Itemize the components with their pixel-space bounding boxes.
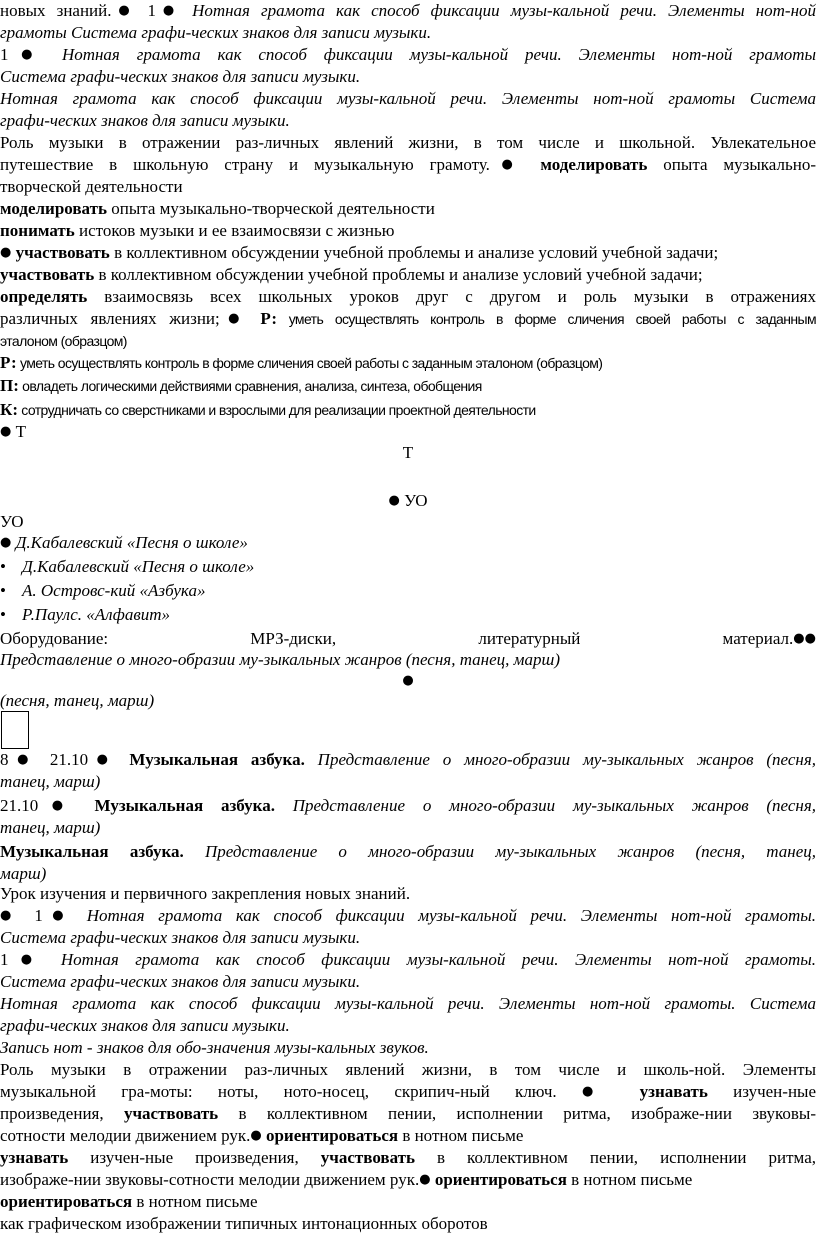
- bullet-icon: ●: [419, 1172, 431, 1187]
- text-run: К:: [0, 400, 18, 419]
- bullet-icon: ●: [0, 535, 12, 550]
- text-line: [0, 220, 816, 242]
- bullet-icon: ●: [111, 3, 137, 18]
- text-run: участвовать: [0, 265, 95, 284]
- uo-line: [0, 511, 816, 533]
- text-run: марш): [0, 864, 47, 883]
- bullet-icon: ●: [8, 47, 46, 62]
- text-run: истоков музыки и ее взаимосвязи с жизнью: [74, 221, 395, 240]
- text-line: [0, 421, 816, 443]
- text-line: [0, 44, 816, 66]
- genres-text: Представление о много-образии му-зыкальных жанров (песня, танец, марш): [0, 650, 560, 669]
- text-run: 21.10: [0, 796, 39, 815]
- text-line: [0, 1147, 816, 1169]
- text-run: участвовать: [123, 1104, 219, 1123]
- bullet-icon: ●: [88, 752, 117, 767]
- bullet-icon: ●: [250, 1128, 262, 1143]
- text-line: [0, 66, 816, 88]
- text-run: Представление о много-образии му-зыкальных жанров (песня,: [304, 750, 816, 769]
- text-line: [0, 927, 816, 949]
- text-line: [0, 905, 816, 927]
- text-run: танец, марш): [0, 772, 101, 791]
- bullet-icon: ●: [8, 952, 45, 967]
- bullet-icon: ●: [8, 752, 37, 767]
- text-line: [0, 863, 816, 885]
- genres-line: [0, 649, 816, 671]
- text-run: сотрудничать со сверстниками и взрослыми для реализации проектной деятельности: [18, 402, 536, 418]
- center-t-text: Т: [402, 443, 414, 462]
- text-line: [0, 1015, 816, 1037]
- text-run: 1: [0, 950, 9, 969]
- text-line: [0, 286, 816, 308]
- equipment-label: Оборудование:: [0, 629, 109, 648]
- text-run: сотности мелодии движением рук.: [0, 1126, 251, 1145]
- text-line: [0, 132, 816, 154]
- center-uo-text: УО: [399, 491, 428, 510]
- equipment-line: [0, 628, 816, 650]
- song-text: Д.Кабалевский «Песня о школе»: [22, 557, 255, 576]
- text-line: [0, 330, 816, 352]
- text-run: в коллективном обсуждении учебной проблемы и анализе условий учебной задачи;: [94, 265, 703, 284]
- bullet-icon: ●: [489, 157, 525, 172]
- text-line: [0, 264, 816, 286]
- text-run: изображе-нии звуковы-сотности мелодии движением рук.: [0, 1170, 420, 1189]
- text-line: [0, 88, 816, 110]
- text-run: Запись нот - знаков для обо-значения музы-кальных звуков.: [0, 1038, 429, 1057]
- song-list-item: [0, 580, 816, 602]
- text-run: Музыкальная азбука.: [76, 796, 275, 815]
- text-run: уметь осуществлять контроль в форме сличения своей работы с заданным эталоном (образцом): [16, 355, 603, 371]
- bullet-icon: •: [0, 557, 6, 576]
- center-uo-line: [0, 490, 816, 512]
- text-line: [0, 749, 816, 771]
- bullet-icon: ●: [38, 798, 77, 813]
- song-text: Р.Паулс. «Алфавит»: [22, 605, 170, 624]
- text-run: в нотном письме: [398, 1126, 524, 1145]
- text-line: [0, 1213, 816, 1235]
- text-run: Нотная грамота как способ фиксации музы-кальной речи. Элементы нот-ной грамоты. Система: [0, 994, 816, 1013]
- text-run: изучен-ные произведения,: [68, 1148, 321, 1167]
- song-line-first: [0, 532, 816, 554]
- bullet-icon: ●: [219, 311, 248, 326]
- text-line: [0, 771, 816, 793]
- text-line: [0, 22, 816, 44]
- text-line: [0, 1191, 816, 1213]
- bullet-icon: ●: [0, 424, 12, 439]
- text-line: [0, 110, 816, 132]
- text-line: [0, 841, 816, 863]
- text-line: [0, 1059, 816, 1081]
- text-run: уметь осуществлять контроль в форме сличения своей работы с заданным: [277, 311, 816, 327]
- text-line: [0, 154, 816, 176]
- text-line: [0, 1169, 816, 1191]
- text-line: [0, 352, 816, 374]
- text-run: опыта музыкально-творческой деятельности: [106, 199, 435, 218]
- text-run: Нотная грамота как способ фиксации музы-кальной речи. Элементы нот-ной грамоты Система: [0, 89, 816, 108]
- text-run: определять: [0, 287, 88, 306]
- text-run: графи-ческих знаков для записи музыки.: [0, 111, 290, 130]
- text-line: [0, 795, 816, 817]
- text-run: путешествие в школьную страну и музыкальную грамоту.: [0, 155, 490, 174]
- text-line: [0, 198, 816, 220]
- bullet-icon: ●: [0, 245, 12, 260]
- text-run: 1: [0, 45, 9, 64]
- bullet-icon: ●: [42, 908, 74, 923]
- text-run: эталоном (образцом): [0, 333, 127, 349]
- text-line: [0, 1125, 816, 1147]
- bullet-icon: ●: [156, 3, 182, 18]
- bullet-icon: •: [0, 605, 6, 624]
- text-run: Р:: [0, 353, 17, 372]
- bullet-icon: •: [0, 581, 6, 600]
- equipment-item-material: [723, 628, 816, 650]
- text-run: участвовать: [320, 1148, 415, 1167]
- text-run: в нотном письме: [566, 1170, 693, 1189]
- bullet-icon: ●: [388, 493, 400, 508]
- text-run: овладеть логическими действиями сравнения, анализа, синтеза, обобщения: [18, 378, 482, 394]
- empty-cell-box: [1, 711, 29, 749]
- bullet-icon: ●●: [793, 631, 816, 646]
- bullet-icon: ●: [402, 673, 414, 688]
- text-line: [0, 242, 816, 264]
- text-run: грамоты Система графи-ческих знаков для записи музыки.: [0, 23, 432, 42]
- text-run: ориентироваться: [261, 1126, 399, 1145]
- text-run: узнавать: [614, 1082, 708, 1101]
- text-line: [0, 949, 816, 971]
- text-run: различных явлениях жизни;: [0, 309, 220, 328]
- bullet-icon: ●: [581, 1084, 615, 1099]
- song-list-item: [0, 556, 816, 578]
- text-run: в коллективном обсуждении учебной проблемы и анализе условий учебной задачи;: [109, 243, 719, 262]
- text-run: Роль музыки в отражении раз-личных явлений жизни, в том числе и школь-ной. Элементы: [0, 1060, 816, 1079]
- text-run: как графическом изображении типичных интонационных оборотов: [0, 1214, 488, 1233]
- equipment-item-disks: МРЗ-диски,: [250, 629, 337, 648]
- text-line: [0, 399, 816, 421]
- text-run: 21.10: [37, 750, 89, 769]
- text-run: моделировать: [524, 155, 648, 174]
- text-run: опыта музыкально-: [647, 155, 816, 174]
- text-run: в нотном письме: [132, 1192, 258, 1211]
- song-text: А. Островс-кий «Азбука»: [22, 581, 206, 600]
- text-run: понимать: [0, 221, 75, 240]
- text-line: [0, 817, 816, 839]
- text-run: Нотная грамота как способ фиксации музы-кальной речи. Элементы нот-ной грамоты.: [44, 950, 816, 969]
- text-run: 1: [136, 1, 157, 20]
- text-run: Р:: [247, 309, 278, 328]
- text-run: танец, марш): [0, 818, 101, 837]
- song-list-item: [0, 604, 816, 626]
- text-line: [0, 1081, 816, 1103]
- equipment-item-literary: литературный: [478, 629, 581, 648]
- text-run: Представление о много-образии му-зыкальных жанров (песня,: [274, 796, 816, 815]
- text-run: ориентироваться: [430, 1170, 567, 1189]
- text-line: [0, 176, 816, 198]
- text-run: Представление о много-образии му-зыкальных жанров (песня, танец,: [183, 842, 816, 861]
- text-run: творческой деятельности: [0, 177, 183, 196]
- text-run: Музыкальная азбука.: [0, 842, 184, 861]
- text-run: новых знаний.: [0, 1, 112, 20]
- text-run: ориентироваться: [0, 1192, 133, 1211]
- text-run: П:: [0, 376, 19, 395]
- equipment-material-text: материал.: [722, 629, 794, 648]
- text-run: Система графи-ческих знаков для записи музыки.: [0, 972, 361, 991]
- text-run: в коллективном пении, исполнении ритма, изображе-нии звуковы-: [218, 1104, 816, 1123]
- text-run: графи-ческих знаков для записи музыки.: [0, 1016, 290, 1035]
- text-line: [0, 375, 816, 397]
- text-run: 1: [20, 906, 43, 925]
- text-line: [0, 971, 816, 993]
- text-run: Система графи-ческих знаков для записи музыки.: [0, 928, 361, 947]
- text-line: [0, 0, 816, 22]
- text-line: [0, 1037, 816, 1059]
- text-run: Нотная грамота как способ фиксации музы-кальной речи. Элементы нот-ной: [181, 1, 816, 20]
- text-line: [0, 1103, 816, 1125]
- text-run: взаимосвязь всех школьных уроков друг с другом и роль музыки в отражениях: [87, 287, 816, 306]
- text-run: узнавать: [0, 1148, 69, 1167]
- text-run: Т: [11, 422, 26, 441]
- text-run: произведения,: [0, 1104, 124, 1123]
- text-run: изучен-ные: [707, 1082, 816, 1101]
- bullet-icon: ●: [0, 908, 21, 923]
- text-run: Роль музыки в отражении раз-личных явлений жизни, в том числе и школьной. Увлекательное: [0, 133, 816, 152]
- text-line: [0, 308, 816, 330]
- text-run: Система графи-ческих знаков для записи музыки.: [0, 67, 361, 86]
- text-run: 8: [0, 750, 9, 769]
- text-line: [0, 883, 816, 905]
- lone-dot-line: [0, 670, 816, 692]
- uo-text: УО: [0, 512, 24, 531]
- text-run: Музыкальная азбука.: [116, 750, 305, 769]
- text-run: участвовать: [11, 243, 110, 262]
- text-run: музыкальной гра-моты: ноты, ното-носец, скрипич-ный ключ.: [0, 1082, 582, 1101]
- text-run: Нотная грамота как способ фиксации музы-кальной речи. Элементы нот-ной грамоты: [45, 45, 816, 64]
- text-run: в коллективном пении, исполнении ритма,: [414, 1148, 816, 1167]
- text-line: [0, 993, 816, 1015]
- center-t-line: [0, 442, 816, 464]
- song-text: Д.Кабалевский «Песня о школе»: [11, 533, 248, 552]
- text-run: моделировать: [0, 199, 107, 218]
- text-run: Нотная грамота как способ фиксации музы-кальной речи. Элементы нот-ной грамоты.: [73, 906, 816, 925]
- text-run: Урок изучения и первичного закрепления новых знаний.: [0, 884, 411, 903]
- genres-short-line: [0, 690, 816, 712]
- genres-short-text: (песня, танец, марш): [0, 691, 155, 710]
